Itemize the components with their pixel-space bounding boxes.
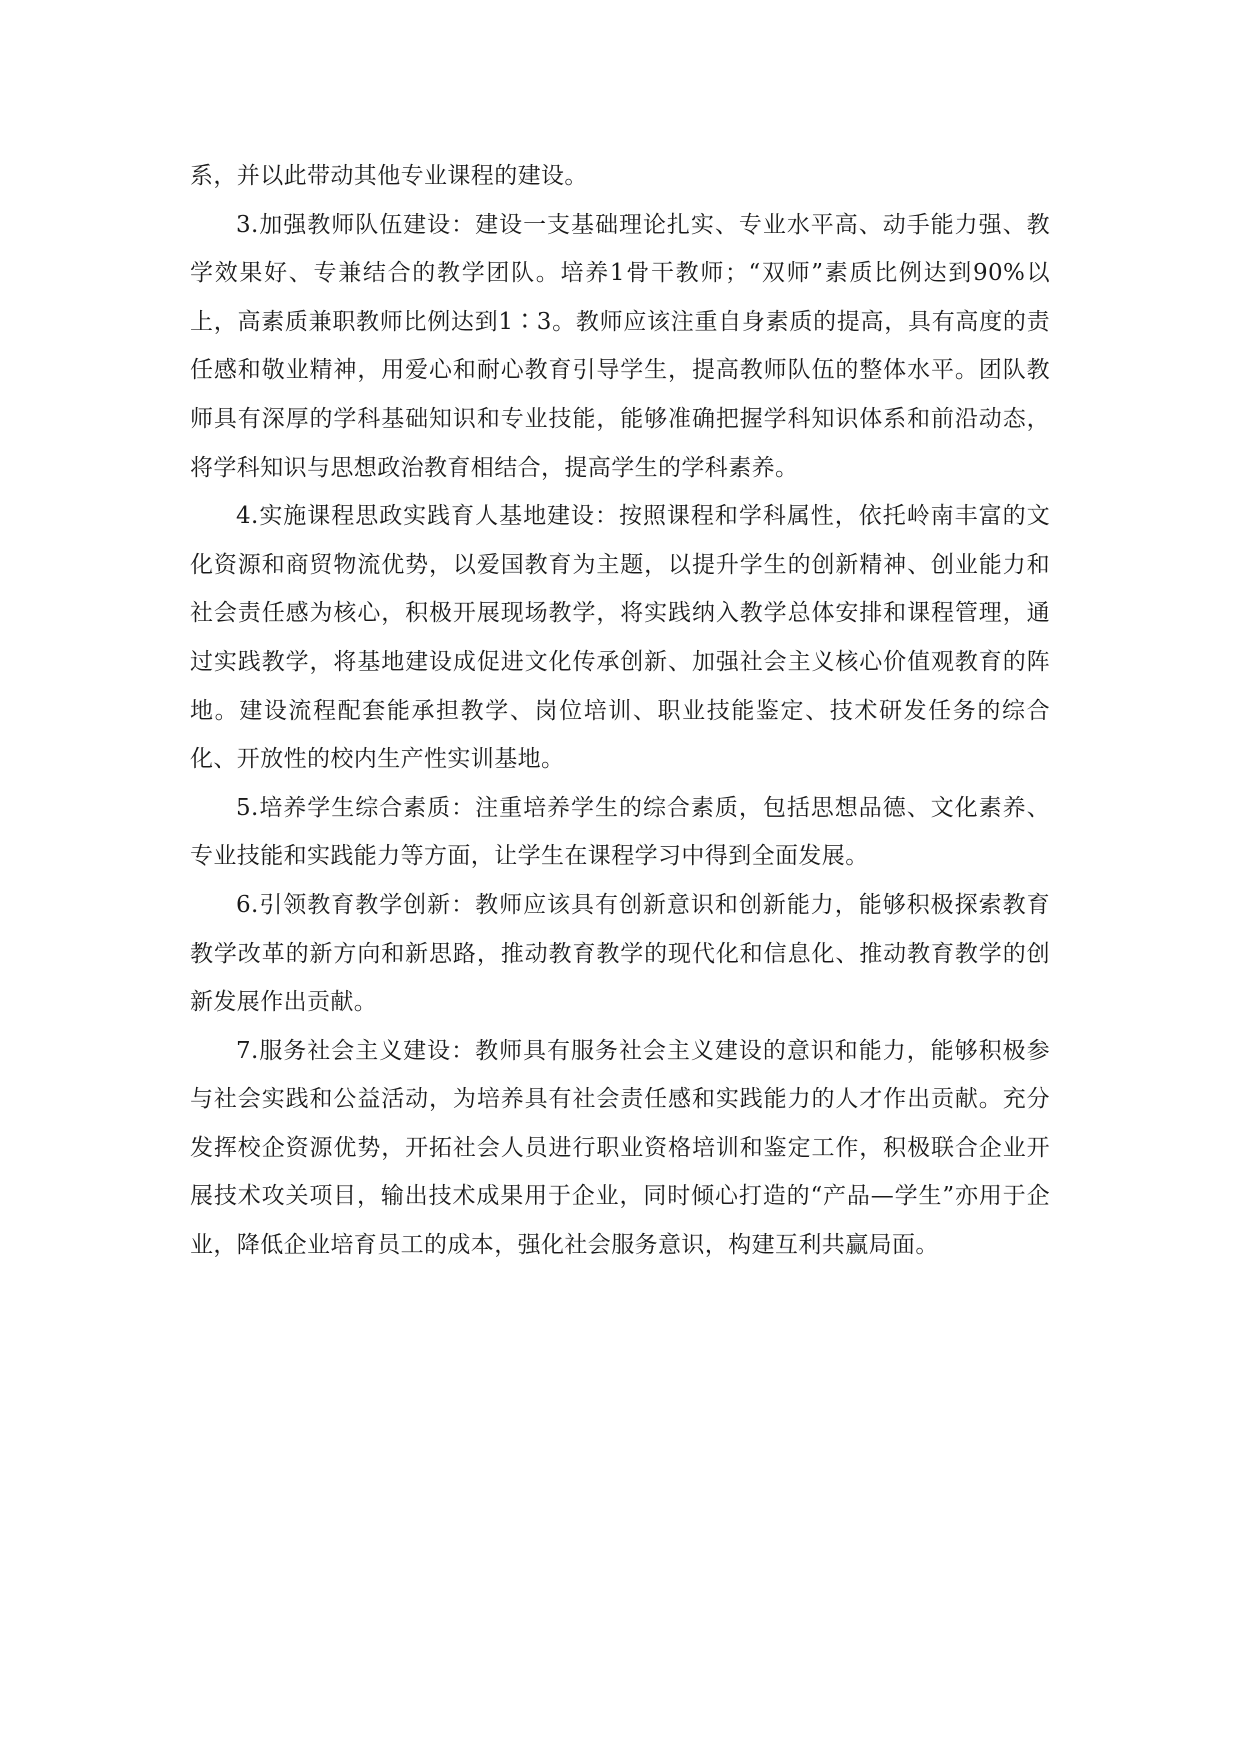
paragraph-item-6: 6.引领教育教学创新：教师应该具有创新意识和创新能力，能够积极探索教育教学改革的新方向和新思路，推动教育教学的现代化和信息化、推动教育教学的创新发展作出贡献。 [190,891,1050,1016]
paragraph-continuation: 系，并以此带动其他专业课程的建设。 [190,163,588,189]
paragraph-item-5: 5.培养学生综合素质：注重培养学生的综合素质，包括思想品德、文化素养、专业技能和实践能力等方面，让学生在课程学习中得到全面发展。 [190,794,1050,870]
paragraph-item-4: 4.实施课程思政实践育人基地建设：按照课程和学科属性，依托岭南丰富的文化资源和商贸物流优势，以爱国教育为主题，以提升学生的创新精神、创业能力和社会责任感为核心，积极开展现场教学，将实践纳入教学总体安排和课程管理，通过实践教学，将基地建设成促进文化传承创新、加强社会主义核心价值观教育的阵地。建设流程配套能承担教学、岗位培训、职业技能鉴定、技术研发任务的综合化、开放性的校内生产性实训基地。 [190,503,1050,773]
document-body [190,152,1050,1270]
paragraph-item-3: 3.加强教师队伍建设：建设一支基础理论扎实、专业水平高、动手能力强、教学效果好、专兼结合的教学团队。培养1骨干教师；“双师”素质比例达到90%以上，高素质兼职教师比例达到1∶3。教师应该注重自身素质的提高，具有高度的责任感和敬业精神，用爱心和耐心教育引导学生，提高教师队伍的整体水平。团队教师具有深厚的学科基础知识和专业技能，能够准确把握学科知识体系和前沿动态，将学科知识与思想政治教育相结合，提高学生的学科素养。 [190,211,1050,481]
paragraph-item-7: 7.服务社会主义建设：教师具有服务社会主义建设的意识和能力，能够积极参与社会实践和公益活动，为培养具有社会责任感和实践能力的人才作出贡献。充分发挥校企资源优势，开拓社会人员进行职业资格培训和鉴定工作，积极联合企业开展技术攻关项目，输出技术成果用于企业，同时倾心打造的“产品—学生”亦用于企业，降低企业培育员工的成本，强化社会服务意识，构建互利共赢局面。 [190,1037,1050,1259]
